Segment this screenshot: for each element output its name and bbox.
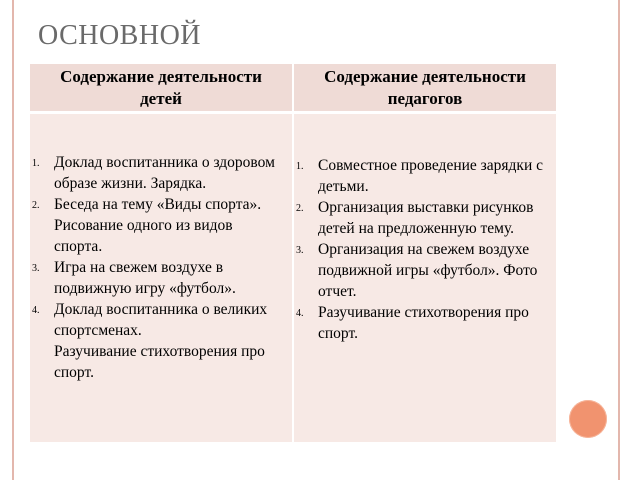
list-item-number: 1. — [296, 161, 304, 172]
list-item-number: 4. — [32, 305, 40, 316]
list-item-number: 3. — [32, 263, 40, 274]
list-item — [296, 155, 548, 197]
right-decorative-rule — [618, 0, 620, 480]
teacher-activity-cell — [294, 114, 556, 442]
teacher-activity-list — [296, 155, 548, 344]
list-item — [296, 302, 548, 344]
list-item-text: Игра на свежем воздухе в подвижную игру «футбол». — [54, 259, 236, 297]
list-item — [296, 239, 548, 302]
list-item-text: Совместное проведение зарядки с детьми. — [318, 157, 544, 195]
list-item-number: 2. — [296, 203, 304, 214]
list-item-number: 2. — [32, 200, 40, 211]
slide-title: ОСНОВНОЙ — [38, 20, 202, 51]
children-activity-list — [32, 152, 284, 341]
list-item-text: Организация выставки рисунков детей на предложенную тему. — [318, 199, 534, 237]
list-item-number: 4. — [296, 308, 304, 319]
header-teacher-line2: педагогов — [387, 89, 463, 108]
header-children-line2: детей — [140, 89, 182, 108]
list-item-number: 3. — [296, 245, 304, 256]
list-item-text: Доклад воспитанника о здоровом образе жизни. Зарядка. — [54, 154, 275, 192]
list-item — [32, 194, 284, 257]
decorative-circle — [569, 400, 607, 438]
children-extra-text: Разучивание стихотворения про спорт. — [54, 343, 265, 381]
list-item-number: 1. — [32, 158, 40, 169]
header-children-activity — [30, 64, 292, 111]
header-teacher-line1: Содержание деятельности — [324, 67, 526, 86]
header-children-line1: Содержание деятельности — [60, 67, 262, 86]
list-item-text: Организация на свежем воздухе подвижной игры «футбол». Фото отчет. — [318, 241, 538, 300]
list-item — [32, 152, 284, 194]
list-item-text: Беседа на тему «Виды спорта». Рисование одного из видов спорта. — [54, 196, 262, 255]
activity-table — [30, 64, 556, 442]
list-item — [32, 299, 284, 341]
list-item-text: Разучивание стихотворения про спорт. — [318, 304, 529, 342]
list-item-text: Доклад воспитанника о великих спортсменах. — [54, 301, 268, 339]
left-decorative-rule — [12, 0, 14, 480]
list-item — [296, 197, 548, 239]
header-teacher-activity — [294, 64, 556, 111]
children-activity-cell — [30, 114, 292, 442]
list-item — [32, 257, 284, 299]
